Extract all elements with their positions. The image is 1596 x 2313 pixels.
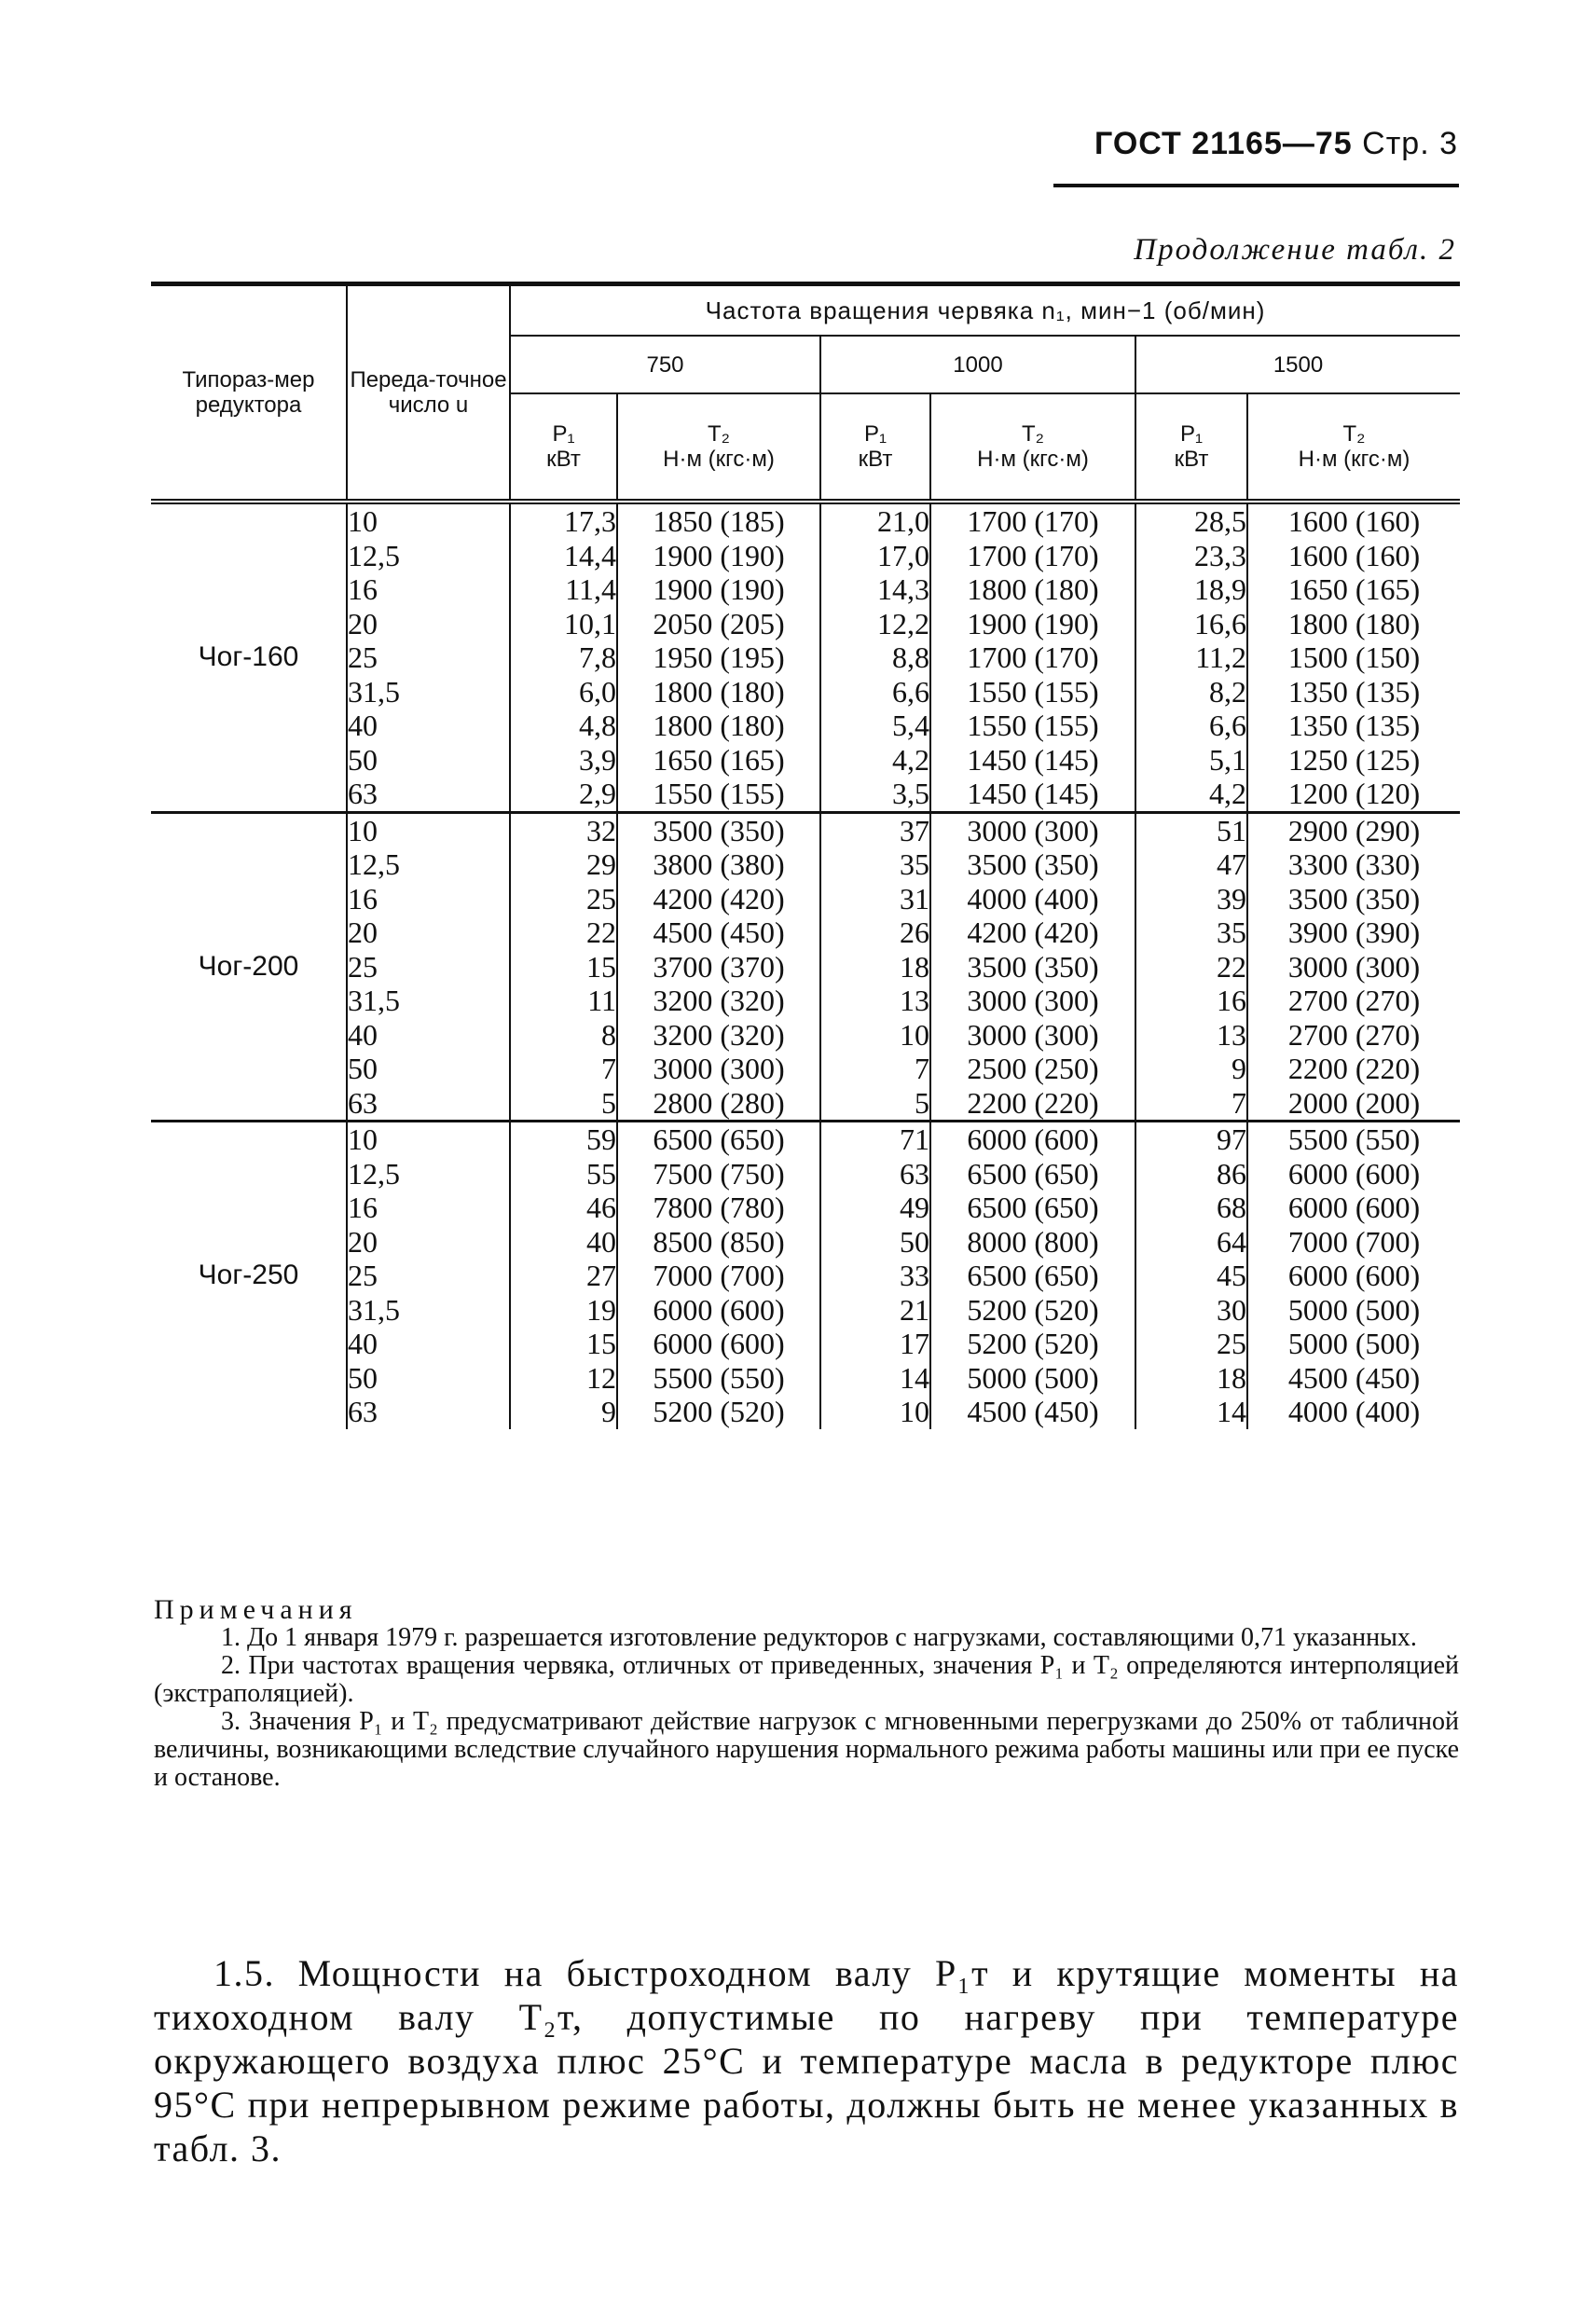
cell-p1000: 10 <box>900 1017 929 1052</box>
cell-p750: 5 <box>601 1085 616 1120</box>
cell-t1500: 1600 (160) <box>1287 538 1421 572</box>
cell-p1000: 37 <box>900 813 929 847</box>
header-p-unit: кВт <box>858 447 893 472</box>
table-continuation-label: Продолжение табл. 2 <box>1134 233 1456 267</box>
column-u <box>347 502 510 812</box>
cell-p750: 7 <box>601 1052 616 1085</box>
cell-t1500: 2900 (290) <box>1287 813 1421 847</box>
cell-u: 16 <box>348 572 378 606</box>
cell-t1000: 4200 (420) <box>967 916 1099 949</box>
cell-p1000: 18 <box>900 949 929 984</box>
header-t-label: T₂ <box>1022 421 1044 447</box>
cell-p1000: 14,3 <box>877 572 929 606</box>
cell-t750: 1900 (190) <box>653 538 785 572</box>
cell-u: 16 <box>348 881 378 916</box>
cell-t1500: 7000 (700) <box>1287 1224 1421 1259</box>
cell-u: 50 <box>348 742 378 777</box>
cell-t1000: 6500 (650) <box>967 1156 1099 1191</box>
cell-p1500: 51 <box>1217 813 1246 847</box>
cell-t750: 5500 (550) <box>653 1360 785 1395</box>
header-rpm-1000: 1000 <box>820 336 1135 393</box>
cell-p750: 12 <box>586 1360 616 1395</box>
header-rpm-750: 750 <box>510 336 820 393</box>
cell-p1500: 16,6 <box>1194 606 1246 640</box>
cell-t1000: 1550 (155) <box>967 709 1099 742</box>
cell-t1000: 1450 (145) <box>967 742 1099 777</box>
cell-p1500: 18 <box>1217 1360 1246 1395</box>
column-u <box>347 1122 510 1429</box>
cell-u: 12,5 <box>348 538 400 572</box>
cell-p1000: 49 <box>900 1191 929 1224</box>
cell-p1500: 86 <box>1217 1156 1246 1191</box>
header-t-unit: Н·м (кгс·м) <box>1298 447 1410 472</box>
cell-p1500: 18,9 <box>1194 572 1246 606</box>
reducer-type: Чог-160 <box>198 641 299 673</box>
header-rule <box>1053 184 1459 187</box>
cell-u: 10 <box>348 1122 378 1156</box>
cell-p750: 32 <box>586 813 616 847</box>
header-p-label: P₁ <box>863 421 887 447</box>
cell-t1000: 8000 (800) <box>967 1224 1099 1259</box>
cell-t750: 3500 (350) <box>653 813 785 847</box>
cell-t1000: 5200 (520) <box>967 1292 1099 1327</box>
cell-p1000: 12,2 <box>877 606 929 640</box>
cell-t1000: 6000 (600) <box>967 1122 1099 1156</box>
cell-t750: 3000 (300) <box>653 1052 785 1085</box>
cell-t750: 3800 (380) <box>653 847 785 881</box>
cell-u: 25 <box>348 1259 378 1292</box>
cell-p1000: 8,8 <box>892 640 929 674</box>
cell-u: 10 <box>348 813 378 847</box>
header-p-unit: кВт <box>1174 447 1209 472</box>
cell-u: 40 <box>348 1017 378 1052</box>
cell-t750: 4500 (450) <box>653 916 785 949</box>
table-row <box>151 502 1460 812</box>
cell-p750: 11,4 <box>565 572 616 606</box>
cell-u: 31,5 <box>348 674 400 709</box>
cell-p750: 4,8 <box>579 709 616 742</box>
header-t-unit: Н·м (кгс·м) <box>977 447 1089 472</box>
cell-p750: 9 <box>601 1395 616 1428</box>
cell-p750: 2,9 <box>579 777 616 810</box>
cell-u: 12,5 <box>348 847 400 881</box>
cell-t1500: 3300 (330) <box>1287 847 1421 881</box>
column-t1000 <box>930 502 1135 812</box>
cell-p750: 29 <box>586 847 616 881</box>
header-p-label: P₁ <box>552 421 575 447</box>
cell-t1500: 3500 (350) <box>1287 881 1421 916</box>
cell-t1000: 5200 (520) <box>967 1327 1099 1360</box>
cell-p1500: 6,6 <box>1209 709 1246 742</box>
doc-number: ГОСТ 21165—75 <box>1094 126 1353 161</box>
cell-p750: 22 <box>586 916 616 949</box>
cell-p1000: 17 <box>900 1327 929 1360</box>
cell-p750: 11 <box>587 984 616 1017</box>
cell-t1500: 4500 (450) <box>1287 1360 1421 1395</box>
cell-p1500: 45 <box>1217 1259 1246 1292</box>
column-p1500 <box>1135 812 1247 1122</box>
cell-p750: 46 <box>586 1191 616 1224</box>
cell-p1000: 5 <box>915 1085 929 1120</box>
header-t-unit: Н·м (кгс·м) <box>663 447 775 472</box>
column-t1000 <box>930 812 1135 1122</box>
cell-t1500: 6000 (600) <box>1287 1156 1421 1191</box>
cell-t750: 1950 (195) <box>653 640 785 674</box>
cell-t750: 6000 (600) <box>653 1327 785 1360</box>
cell-u: 20 <box>348 606 378 640</box>
cell-u: 12,5 <box>348 1156 400 1191</box>
column-p1500 <box>1135 502 1247 812</box>
page-header <box>1094 126 1458 162</box>
column-p750 <box>510 812 617 1122</box>
cell-p1500: 13 <box>1217 1017 1246 1052</box>
cell-p1000: 71 <box>900 1122 929 1156</box>
cell-u: 31,5 <box>348 1292 400 1327</box>
cell-t1000: 4000 (400) <box>967 881 1099 916</box>
paragraph-1-5: 1.5. Мощности на быстроходном валу P₁т и крутящие моменты на тихоходном валу T₂т, допустимые по нагреву при температуре окружающего воздуха плюс 25°С и температуре масла в редукторе плюс 95°С при непрерывном режиме работы, должны быть не менее указанных в табл. 3. <box>154 1952 1459 2169</box>
table-row <box>151 1122 1460 1429</box>
header-frequency: Частота вращения червяка n₁, мин−1 (об/мин) <box>510 284 1460 337</box>
header-t-1000 <box>930 393 1135 502</box>
column-t750 <box>617 502 820 812</box>
notes <box>154 1596 1459 1792</box>
cell-t750: 8500 (850) <box>653 1224 785 1259</box>
cell-p1500: 7 <box>1231 1085 1246 1120</box>
cell-p1500: 97 <box>1217 1122 1246 1156</box>
cell-u: 31,5 <box>348 984 400 1017</box>
cell-u: 20 <box>348 1224 378 1259</box>
cell-u: 16 <box>348 1191 378 1224</box>
cell-p1500: 5,1 <box>1209 742 1246 777</box>
page-number: Стр. 3 <box>1362 126 1458 161</box>
column-t750 <box>617 812 820 1122</box>
cell-t750: 1900 (190) <box>653 572 785 606</box>
cell-t750: 4200 (420) <box>653 881 785 916</box>
cell-p1000: 21 <box>900 1292 929 1327</box>
cell-t1500: 3900 (390) <box>1287 916 1421 949</box>
cell-t1500: 2700 (270) <box>1287 984 1421 1017</box>
header-p-label: P₁ <box>1179 421 1204 447</box>
cell-u: 20 <box>348 916 378 949</box>
cell-p1500: 30 <box>1217 1292 1246 1327</box>
column-p1000 <box>820 812 930 1122</box>
cell-t1500: 2700 (270) <box>1287 1017 1421 1052</box>
cell-u: 10 <box>348 504 378 538</box>
cell-t750: 2800 (280) <box>653 1085 785 1120</box>
cell-p1000: 50 <box>900 1224 929 1259</box>
column-t1500 <box>1247 812 1460 1122</box>
cell-u: 25 <box>348 949 378 984</box>
cell-p1000: 7 <box>915 1052 929 1085</box>
cell-p1500: 35 <box>1217 916 1246 949</box>
header-p-1500 <box>1135 393 1247 502</box>
cell-p1500: 4,2 <box>1209 777 1246 810</box>
cell-p750: 15 <box>586 949 616 984</box>
cell-p1500: 25 <box>1217 1327 1246 1360</box>
cell-p750: 15 <box>586 1327 616 1360</box>
cell-p1000: 5,4 <box>892 709 929 742</box>
header-ratio: Переда-точное число u <box>347 284 510 503</box>
cell-u: 63 <box>348 1085 378 1120</box>
cell-p1000: 10 <box>900 1395 929 1428</box>
cell-t1000: 6500 (650) <box>967 1259 1099 1292</box>
cell-t1000: 3500 (350) <box>967 949 1099 984</box>
cell-t750: 1850 (185) <box>653 504 785 538</box>
cell-p1000: 4,2 <box>892 742 929 777</box>
cell-p750: 25 <box>586 881 616 916</box>
cell-u: 50 <box>348 1360 378 1395</box>
column-p1500 <box>1135 1122 1247 1429</box>
cell-u: 25 <box>348 640 378 674</box>
cell-t750: 3200 (320) <box>653 1017 785 1052</box>
cell-p750: 7,8 <box>579 640 616 674</box>
reducer-table <box>151 282 1460 1429</box>
cell-t1000: 1700 (170) <box>967 538 1099 572</box>
column-p1000 <box>820 502 930 812</box>
column-t750 <box>617 1122 820 1429</box>
cell-t1500: 1350 (135) <box>1287 674 1421 709</box>
reducer-type: Чог-200 <box>198 950 299 982</box>
cell-p1000: 14 <box>900 1360 929 1395</box>
header-type: Типораз-мер редуктора <box>151 284 347 503</box>
cell-t1000: 1450 (145) <box>967 777 1099 810</box>
cell-t1500: 1250 (125) <box>1287 742 1421 777</box>
header-p-unit: кВт <box>546 447 581 472</box>
notes-title: Примечания <box>154 1594 358 1625</box>
cell-u: 50 <box>348 1052 378 1085</box>
cell-t1000: 1900 (190) <box>967 606 1099 640</box>
cell-p750: 55 <box>586 1156 616 1191</box>
cell-p1500: 28,5 <box>1194 504 1246 538</box>
cell-t1000: 1700 (170) <box>967 640 1099 674</box>
cell-t1000: 2200 (220) <box>967 1085 1099 1120</box>
cell-t750: 5200 (520) <box>653 1395 785 1428</box>
cell-p1500: 47 <box>1217 847 1246 881</box>
cell-t1500: 5000 (500) <box>1287 1327 1421 1360</box>
cell-p1000: 63 <box>900 1156 929 1191</box>
column-p750 <box>510 502 617 812</box>
cell-p750: 3,9 <box>579 742 616 777</box>
cell-t1500: 1800 (180) <box>1287 606 1421 640</box>
header-p-750 <box>510 393 617 502</box>
cell-p1500: 9 <box>1231 1052 1246 1085</box>
cell-t1500: 4000 (400) <box>1287 1395 1421 1428</box>
cell-p750: 19 <box>586 1292 616 1327</box>
cell-t1500: 2000 (200) <box>1287 1085 1421 1120</box>
column-u <box>347 812 510 1122</box>
cell-t1500: 1600 (160) <box>1287 504 1421 538</box>
cell-t1000: 3000 (300) <box>967 984 1099 1017</box>
cell-p1500: 8,2 <box>1209 674 1246 709</box>
cell-t750: 1800 (180) <box>653 674 785 709</box>
cell-t750: 3200 (320) <box>653 984 785 1017</box>
cell-t1000: 3000 (300) <box>967 813 1099 847</box>
cell-u: 63 <box>348 1395 378 1428</box>
note-3: 3. Значения P₁ и T₂ предусматривают действие нагрузок с мгновенными перегрузками до 250% от табличной величины, возникающими вследствие случайного нарушения нормального режима работы машины или при ее пуске и останове. <box>154 1707 1459 1792</box>
cell-t750: 7800 (780) <box>653 1191 785 1224</box>
cell-p1500: 39 <box>1217 881 1246 916</box>
cell-t1000: 5000 (500) <box>967 1360 1099 1395</box>
cell-p1000: 21,0 <box>877 504 929 538</box>
column-t1000 <box>930 1122 1135 1429</box>
cell-p750: 27 <box>586 1259 616 1292</box>
cell-p1000: 26 <box>900 916 929 949</box>
cell-t750: 2050 (205) <box>653 606 785 640</box>
cell-t750: 6000 (600) <box>653 1292 785 1327</box>
header-rpm-1500: 1500 <box>1135 336 1460 393</box>
header-t-label: T₂ <box>1342 421 1366 447</box>
cell-u: 40 <box>348 1327 378 1360</box>
cell-u: 40 <box>348 709 378 742</box>
cell-p1500: 68 <box>1217 1191 1246 1224</box>
column-p1000 <box>820 1122 930 1429</box>
note-2: 2. При частотах вращения червяка, отличных от приведенных, значения P₁ и T₂ определяются интерполяцией (экстраполяцией). <box>154 1651 1459 1708</box>
column-t1500 <box>1247 1122 1460 1429</box>
cell-t1500: 1500 (150) <box>1287 640 1421 674</box>
header-t-750 <box>617 393 820 502</box>
cell-p750: 40 <box>586 1224 616 1259</box>
cell-t1000: 4500 (450) <box>967 1395 1099 1428</box>
cell-p1000: 3,5 <box>892 777 929 810</box>
cell-p750: 6,0 <box>579 674 616 709</box>
cell-t1500: 1350 (135) <box>1287 709 1421 742</box>
cell-t1000: 6500 (650) <box>967 1191 1099 1224</box>
cell-t1000: 1700 (170) <box>967 504 1099 538</box>
cell-t1500: 3000 (300) <box>1287 949 1421 984</box>
cell-p750: 17,3 <box>564 504 616 538</box>
cell-t1000: 2500 (250) <box>967 1052 1099 1085</box>
cell-t1500: 1200 (120) <box>1287 777 1421 810</box>
cell-p750: 14,4 <box>564 538 616 572</box>
header-t-label: T₂ <box>708 421 730 447</box>
cell-t1500: 6000 (600) <box>1287 1191 1421 1224</box>
cell-p1500: 16 <box>1217 984 1246 1017</box>
cell-t1000: 1800 (180) <box>967 572 1099 606</box>
cell-t1500: 5500 (550) <box>1287 1122 1421 1156</box>
cell-p750: 10,1 <box>564 606 616 640</box>
cell-p1000: 35 <box>900 847 929 881</box>
cell-p1000: 17,0 <box>877 538 929 572</box>
cell-p1000: 6,6 <box>892 674 929 709</box>
cell-t750: 6500 (650) <box>653 1122 785 1156</box>
cell-p1000: 33 <box>900 1259 929 1292</box>
note-1: 1. До 1 января 1979 г. разрешается изготовление редукторов с нагрузками, составляющими 0,71 указанных. <box>221 1623 1417 1652</box>
cell-t750: 1800 (180) <box>653 709 785 742</box>
cell-t750: 7000 (700) <box>653 1259 785 1292</box>
cell-t1500: 6000 (600) <box>1287 1259 1421 1292</box>
cell-p1500: 14 <box>1217 1395 1246 1428</box>
cell-t750: 3700 (370) <box>653 949 785 984</box>
cell-t1000: 1550 (155) <box>967 674 1099 709</box>
cell-p1500: 64 <box>1217 1224 1246 1259</box>
column-t1500 <box>1247 502 1460 812</box>
cell-p1000: 13 <box>900 984 929 1017</box>
column-p750 <box>510 1122 617 1429</box>
cell-p1000: 31 <box>900 881 929 916</box>
cell-t1500: 5000 (500) <box>1287 1292 1421 1327</box>
cell-u: 63 <box>348 777 378 810</box>
cell-t1000: 3000 (300) <box>967 1017 1099 1052</box>
cell-t1500: 2200 (220) <box>1287 1052 1421 1085</box>
header-t-1500 <box>1247 393 1460 502</box>
cell-t1500: 1650 (165) <box>1287 572 1421 606</box>
reducer-type: Чог-250 <box>198 1260 299 1291</box>
cell-t750: 1650 (165) <box>653 742 785 777</box>
cell-t750: 1550 (155) <box>653 777 785 810</box>
cell-p1500: 23,3 <box>1194 538 1246 572</box>
cell-t1000: 3500 (350) <box>967 847 1099 881</box>
cell-t750: 7500 (750) <box>653 1156 785 1191</box>
cell-p1500: 22 <box>1217 949 1246 984</box>
cell-p1500: 11,2 <box>1195 640 1246 674</box>
table-body <box>151 502 1460 1429</box>
header-p-1000 <box>820 393 930 502</box>
cell-p750: 8 <box>601 1017 616 1052</box>
cell-p750: 59 <box>586 1122 616 1156</box>
table-row <box>151 812 1460 1122</box>
